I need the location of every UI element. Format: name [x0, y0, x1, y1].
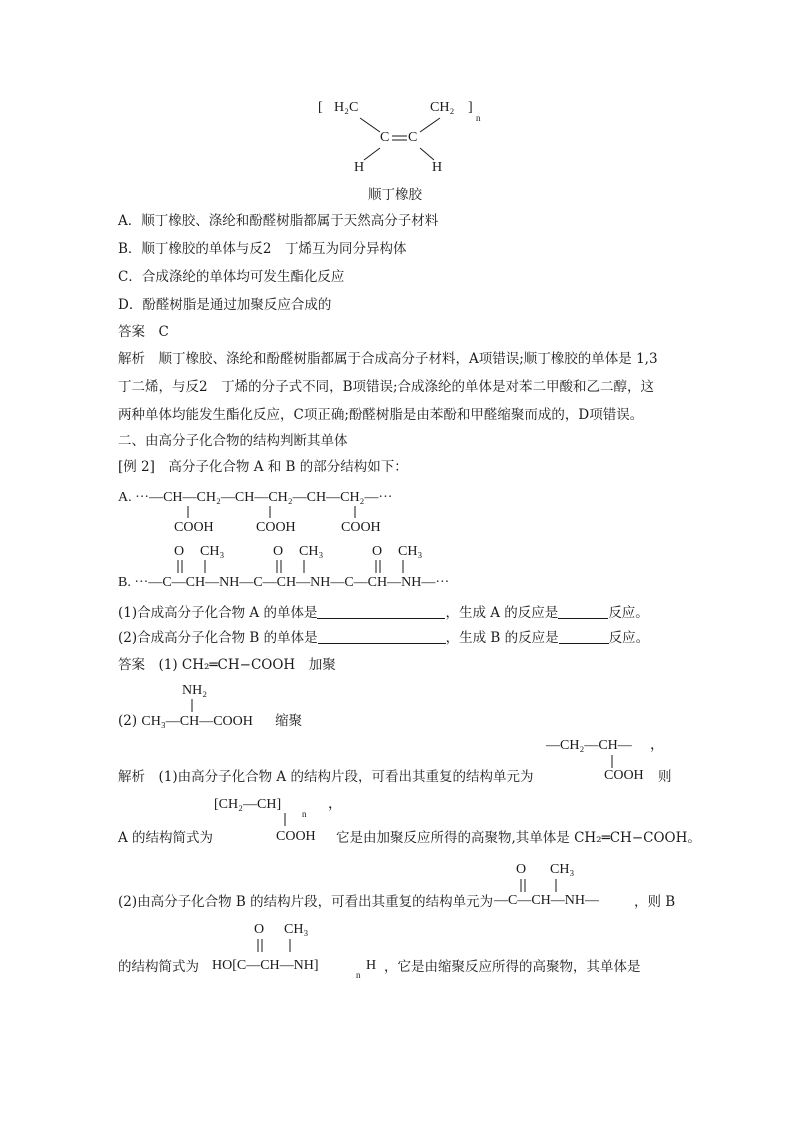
- unit-a-comma: ，: [650, 738, 664, 753]
- struct-b-ch3-1: CH₃: [200, 544, 225, 559]
- analysis-2-line-2-tail: 它是由加聚反应所得的高聚物,其单体是 CH₂═CH−COOH。: [336, 830, 701, 846]
- poly-b-ch3: CH₃: [284, 922, 309, 937]
- section-2-title: 二、由高分子化合物的结构判断其单体: [118, 433, 348, 449]
- analysis-2-line-2: A 的结构简式为: [118, 830, 214, 846]
- answer-2-line-2-prefix: (2): [118, 713, 138, 729]
- question-2-monomer-blank[interactable]: [318, 629, 446, 644]
- question-2-prefix: (2)合成高分子化合物 B 的单体是: [118, 630, 318, 646]
- poly-b-h: H: [366, 958, 377, 973]
- struct-b-ch3-2: CH₃: [299, 544, 324, 559]
- poly-b-o: O: [254, 922, 265, 937]
- analysis-2-line-3: (2)由高分子化合物 B 的结构片段，可看出其重复的结构单元为: [118, 894, 494, 910]
- struct-a-main: A. ···—CH—CH₂—CH—CH₂—CH—CH₂—···: [118, 490, 393, 505]
- analysis-2-line-3-tail: ，则 B: [634, 894, 676, 910]
- example-2-stem: [例 2] 高分子化合物 A 和 B 的部分结构如下：: [118, 459, 408, 475]
- analysis-1-line-2: 丁二烯，与反2 丁烯的分子式不同，B项错误;合成涤纶的单体是对苯二甲酸和乙二醇，这: [118, 379, 655, 395]
- answer-1: 答案 C: [118, 324, 169, 340]
- question-2-reaction-blank[interactable]: [559, 629, 609, 644]
- rubber-c2: C: [408, 130, 418, 145]
- question-1-reaction-blank[interactable]: [558, 604, 608, 619]
- poly-a-n: n: [302, 809, 307, 819]
- rubber-bracket-left: [: [318, 100, 323, 115]
- unit-a-top: —CH₂—CH—: [546, 738, 632, 753]
- question-2: [118, 629, 649, 647]
- question-2-end: 反应。: [608, 630, 650, 646]
- rubber-ch2: CH₂: [430, 100, 455, 115]
- struct-a-cooh-1: COOH: [174, 520, 214, 535]
- question-2-middle: ，生成 B 的反应是: [445, 630, 559, 646]
- struct-b-main: B. ···—C—CH—NH—C—CH—NH—C—CH—NH—···: [118, 575, 450, 590]
- poly-b-chain: HO[C—CH—NH]: [212, 958, 319, 973]
- analysis-1-line-1: 解析 顺丁橡胶、涤纶和酚醛树脂都属于合成高分子材料，A项错误;顺丁橡胶的单体是 1,3: [118, 351, 658, 367]
- unit-b-o: O: [516, 862, 527, 877]
- analysis-1-line-3: 两种单体均能发生酯化反应，C项正确;酚醛树脂是由苯酚和甲醛缩聚而成的，D项错误。: [118, 407, 644, 423]
- option-a: A．顺丁橡胶、涤纶和酚醛树脂都属于天然高分子材料: [118, 213, 439, 229]
- answer-2-line-2: [118, 712, 302, 730]
- question-1: [118, 604, 649, 622]
- answer-2-nh2: NH₂: [182, 683, 208, 698]
- question-1-middle: ，生成 A 的反应是: [445, 605, 559, 621]
- rubber-c1: C: [380, 130, 390, 145]
- option-d: D．酚醛树脂是通过加聚反应合成的: [118, 297, 332, 313]
- struct-b-ch3-3: CH₃: [398, 544, 423, 559]
- answer-2-alanine: CH₃—CH—COOH: [141, 714, 253, 729]
- answer-2-line-1: 答案 (1) CH₂═CH−COOH 加聚: [118, 657, 336, 673]
- poly-a-cooh: COOH: [276, 829, 316, 844]
- rubber-h2c: H₂C: [334, 100, 359, 115]
- poly-b-n: n: [356, 970, 361, 980]
- unit-b-ch3: CH₃: [550, 862, 575, 877]
- rubber-n: n: [476, 113, 481, 123]
- analysis-2-line-4: 的结构简式为: [118, 959, 199, 975]
- question-1-prefix: (1)合成高分子化合物 A 的单体是: [118, 605, 318, 621]
- unit-b-chain: —C—CH—NH—: [494, 893, 600, 908]
- rubber-h2: H: [432, 160, 443, 175]
- answer-2-condensation: 缩聚: [275, 713, 303, 729]
- question-1-monomer-blank[interactable]: [317, 604, 445, 619]
- rubber-caption: 顺丁橡胶: [368, 187, 422, 203]
- struct-a-cooh-2: COOH: [256, 520, 296, 535]
- option-c: C．合成涤纶的单体均可发生酯化反应: [118, 269, 345, 285]
- poly-a-comma: ，: [328, 797, 342, 812]
- struct-b-o-2: O: [273, 544, 284, 559]
- analysis-2-line-4-tail: ，它是由缩聚反应所得的高聚物，其单体是: [384, 959, 641, 975]
- struct-b-o-1: O: [174, 544, 185, 559]
- poly-a-top: [CH₂—CH]: [214, 797, 282, 812]
- question-1-end: 反应。: [608, 605, 649, 621]
- unit-a-cooh: COOH: [604, 768, 644, 783]
- struct-a-cooh-3: COOH: [341, 520, 381, 535]
- analysis-2-line-1-tail: 则: [658, 769, 672, 785]
- rubber-h1: H: [354, 160, 365, 175]
- struct-b-o-3: O: [372, 544, 383, 559]
- rubber-bracket-right: ]: [468, 100, 473, 115]
- analysis-2-line-1: 解析 (1)由高分子化合物 A 的结构片段，可看出其重复的结构单元为: [118, 769, 534, 785]
- option-b: B．顺丁橡胶的单体与反2 丁烯互为同分异构体: [118, 241, 407, 257]
